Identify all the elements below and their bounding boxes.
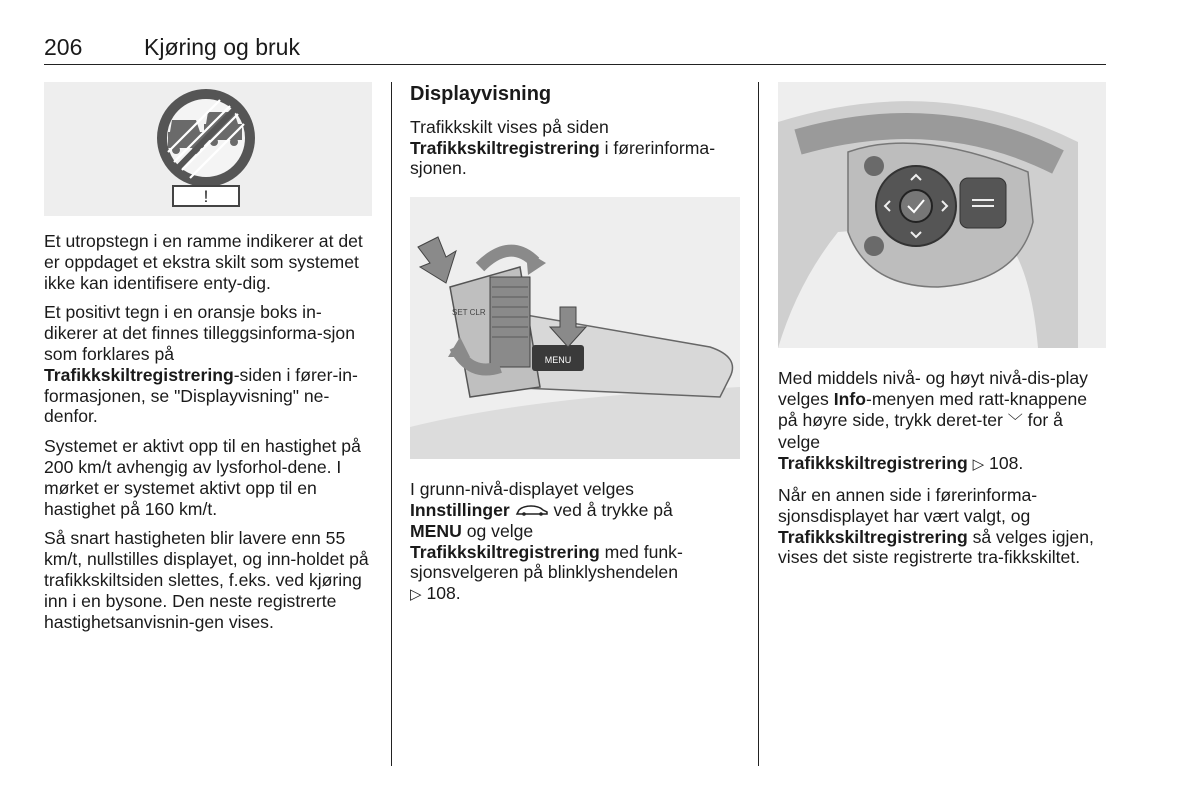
page-number: 206 xyxy=(44,34,83,60)
section-heading: Displayvisning xyxy=(410,83,552,105)
steering-wheel-controls-figure xyxy=(778,82,1106,348)
paragraph-basic-display: I grunn-nivå-displayet velges Innstillinger ved å trykke på MENU og velge Trafikkskiltregistrering med funk-sjonsvelgeren på blinklyshendelen ▷ 108. xyxy=(410,479,683,604)
stalk-set-clr-label: SET CLR xyxy=(452,308,486,318)
page-reference-icon: ▷ xyxy=(410,586,422,604)
paragraph-exclamation: Et utropstegn i en ramme indikerer at det er oppdaget et ekstra skilt som systemet ikke kan identifisere enty-dig. xyxy=(44,231,363,293)
column-divider-2 xyxy=(758,82,759,766)
paragraph-info-menu: Med middels nivå- og høyt nivå-dis-play velges Info-menyen med ratt-knappene på høyre side, trykk deret-ter ﹀ for å velge Trafikkskiltregistrering ▷ 108. xyxy=(778,368,1088,474)
turn-signal-stalk-figure xyxy=(410,197,740,459)
turn-signal-stalk-icon xyxy=(410,197,740,459)
column-divider-1 xyxy=(391,82,392,766)
end-of-restriction-sign-figure xyxy=(44,82,372,216)
column-1 xyxy=(44,82,374,641)
chevron-down-icon: ﹀ xyxy=(1007,412,1023,430)
sign-exclamation-label: ! xyxy=(203,187,209,206)
end-of-overtaking-restriction-sign-icon xyxy=(44,82,372,216)
stalk-menu-label: MENU xyxy=(544,355,572,366)
steering-wheel-icon xyxy=(778,82,1106,348)
header-rule xyxy=(44,64,1106,65)
paragraph-reset: Så snart hastigheten blir lavere enn 55 km/t, nullstilles displayet, og inn-holdet på trafikkskiltsiden slettes, f.eks. ved kjøring inn i en bysone. Den neste registrerte hastighetsanvisnin-gen vises. xyxy=(44,528,369,632)
paragraph-reselect: Når en annen side i førerinforma-sjonsdisplayet har vært valgt, og Trafikkskiltregistrering så velges igjen, vises det siste registrerte tra-fikkskiltet. xyxy=(778,484,1094,568)
car-settings-icon xyxy=(515,504,549,516)
column-2 xyxy=(410,82,740,615)
chapter-title: Kjøring og bruk xyxy=(144,34,300,60)
page-reference: 108. xyxy=(989,453,1024,474)
paragraph-positive-sign: Et positivt tegn i en oransje boks in-dikerer at det finnes tilleggsinforma-sjon som forklares på Trafikkskiltregistrering-siden i fører-in-formasjonen, se "Displayvisning" ne-denfor. xyxy=(44,302,358,427)
page-reference: 108. xyxy=(426,583,461,604)
page-reference-icon: ▷ xyxy=(972,456,985,474)
column-3 xyxy=(778,82,1108,577)
paragraph-speed-range: Systemet er aktivt opp til en hastighet på 200 km/t avhengig av lysforhol-dene. I mørket er systemet aktivt opp til en hastighet på 160 km/t. xyxy=(44,436,361,519)
page-header xyxy=(44,34,1106,64)
paragraph-display-intro: Trafikkskilt vises på siden Trafikkskiltregistrering i førerinforma-sjonen. xyxy=(410,116,716,179)
